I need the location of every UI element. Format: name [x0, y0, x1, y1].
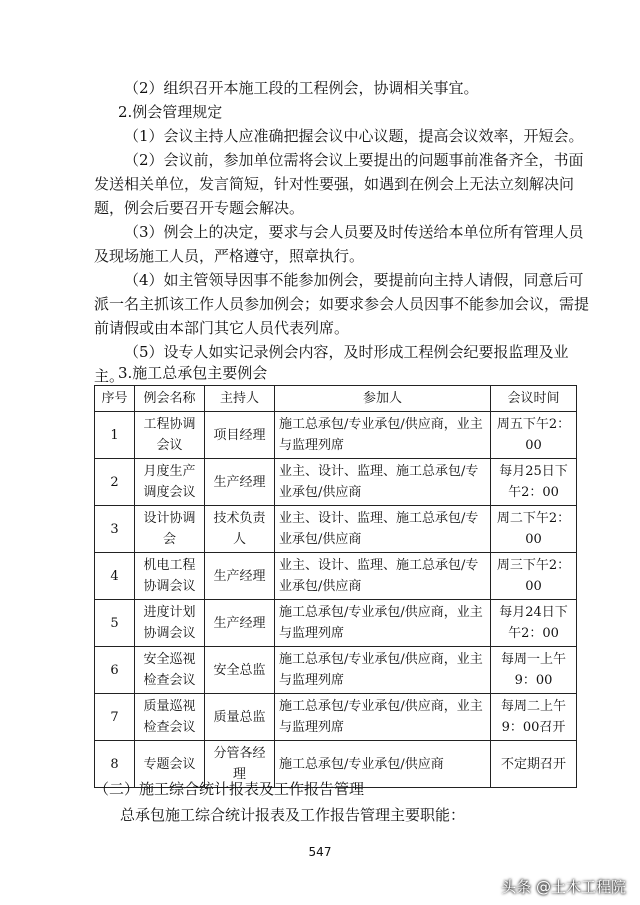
cell-attendees: 施工总承包/专业承包/供应商 [275, 741, 491, 788]
heading-main-meetings: 3.施工总承包主要例会 [118, 364, 268, 382]
cell-no: 2 [95, 459, 135, 506]
table-row [95, 459, 577, 506]
cell-name: 机电工程协调会议 [135, 553, 205, 600]
heading-meeting-rules: 2.例会管理规定 [118, 103, 223, 121]
cell-name: 专题会议 [135, 741, 205, 788]
header-time: 会议时间 [491, 386, 577, 412]
cell-name: 工程协调会议 [135, 412, 205, 459]
cell-host: 项目经理 [205, 412, 275, 459]
table-row [95, 506, 577, 553]
paragraph-rule-1: （1）会议主持人应准确把握会议中心议题，提高会议效率，开短会。 [124, 127, 584, 145]
cell-name: 安全巡视检查会议 [135, 647, 205, 694]
paragraph-rule-5: （5）设专人如实记录例会内容，及时形成工程例会纪要报监理及业主。 [94, 343, 569, 385]
cell-attendees: 施工总承包/专业承包/供应商，业主与监理列席 [275, 647, 491, 694]
cell-time: 每月25日下午2：00 [491, 459, 577, 506]
cell-name: 月度生产调度会议 [135, 459, 205, 506]
cell-host: 安全总监 [205, 647, 275, 694]
cell-no: 6 [95, 647, 135, 694]
table-row [95, 694, 577, 741]
cell-time: 周五下午2：00 [491, 412, 577, 459]
header-host: 主持人 [205, 386, 275, 412]
cell-no: 8 [95, 741, 135, 788]
cell-attendees: 业主、设计、监理、施工总承包/专业承包/供应商 [275, 459, 491, 506]
cell-host: 生产经理 [205, 553, 275, 600]
header-no: 序号 [95, 386, 135, 412]
cell-time: 周二下午2：00 [491, 506, 577, 553]
cell-host: 生产经理 [205, 459, 275, 506]
cell-attendees: 业主、设计、监理、施工总承包/专业承包/供应商 [275, 553, 491, 600]
cell-name: 设计协调会 [135, 506, 205, 553]
page-number: 547 [308, 845, 332, 859]
cell-no: 5 [95, 600, 135, 647]
paragraph-statistics-duties: 总承包施工综合统计报表及工作报告管理主要职能： [120, 806, 466, 824]
cell-host: 生产经理 [205, 600, 275, 647]
cell-time: 周三下午2：00 [491, 553, 577, 600]
cell-time: 每周一上午9：00 [491, 647, 577, 694]
paragraph-rule-4: （4）如主管领导因事不能参加例会，要提前向主持人请假，同意后可派一名主抓该工作人员参加例会；如要求参会人员因事不能参加会议，需提前请假或由本部门其它人员代表列席。 [94, 271, 590, 337]
cell-time: 每周二上午9：00召开 [491, 694, 577, 741]
cell-attendees: 施工总承包/专业承包/供应商，业主与监理列席 [275, 412, 491, 459]
header-name: 例会名称 [135, 386, 205, 412]
cell-name: 进度计划协调会议 [135, 600, 205, 647]
cell-no: 7 [95, 694, 135, 741]
table-row [95, 600, 577, 647]
cell-no: 1 [95, 412, 135, 459]
cell-host: 分管各经理 [205, 741, 275, 788]
paragraph-rule-3: （3）例会上的决定，要求与会人员要及时传送给本单位所有管理人员及现场施工人员，严格遵守，照章执行。 [94, 223, 584, 265]
paragraph-1: （2）组织召开本施工段的工程例会，协调相关事宜。 [124, 79, 479, 97]
table-row [95, 647, 577, 694]
cell-attendees: 业主、设计、监理、施工总承包/专业承包/供应商 [275, 506, 491, 553]
cell-host: 技术负责人 [205, 506, 275, 553]
watermark: 头条 @土木工程院 [501, 878, 626, 896]
cell-time: 不定期召开 [491, 741, 577, 788]
meetings-table [94, 385, 577, 788]
table-row [95, 412, 577, 459]
cell-time: 每月24日下午2：00 [491, 600, 577, 647]
cell-no: 3 [95, 506, 135, 553]
paragraph-rule-2: （2）会议前，参加单位需将会议上要提出的问题事前准备齐全，书面发送相关单位，发言简短，针对性要强，如遇到在例会上无法立刻解决问题，例会后要召开专题会解决。 [94, 151, 584, 217]
cell-attendees: 施工总承包/专业承包/供应商，业主与监理列席 [275, 694, 491, 741]
cell-attendees: 施工总承包/专业承包/供应商，业主与监理列席 [275, 600, 491, 647]
cell-name: 质量巡视检查会议 [135, 694, 205, 741]
cell-host: 质量总监 [205, 694, 275, 741]
table-header-row [95, 386, 577, 412]
cell-no: 4 [95, 553, 135, 600]
heading-statistics-reports: （二）施工综合统计报表及工作报告管理 [94, 780, 365, 798]
table-row [95, 553, 577, 600]
header-attendees: 参加人 [275, 386, 491, 412]
